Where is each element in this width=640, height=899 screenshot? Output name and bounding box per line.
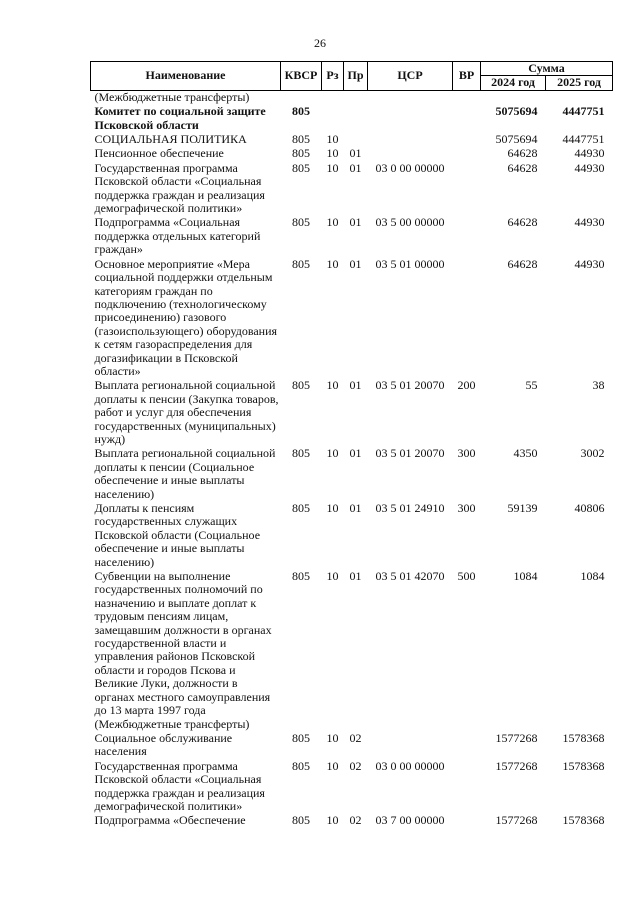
budget-table	[90, 61, 613, 829]
row-vr	[453, 760, 481, 815]
header-csr: ЦСР	[368, 62, 453, 91]
row-sum-2024: 1577268	[495, 813, 538, 828]
row-rz: 10	[326, 446, 339, 461]
row-pr	[344, 90, 368, 105]
row-sum-2024: 4350	[513, 446, 538, 461]
row-kvsr: 805	[292, 378, 310, 393]
row-name: Государственная программа Псковской области «Социальная поддержка граждан и реализация демографической политики»	[94, 160, 265, 216]
row-sum-2024	[481, 90, 546, 105]
row-sum-2024: 1084	[513, 569, 538, 584]
row-name: Подпрограмма «Социальная поддержка отдельных категорий граждан»	[94, 215, 261, 257]
table-row	[91, 90, 613, 105]
header-kvsr: КВСР	[281, 62, 322, 91]
row-name: Выплата региональной социальной доплаты к пенсии (Социальное обеспечение и иные выплаты населению)	[94, 446, 276, 501]
row-kvsr: 805	[292, 104, 310, 119]
row-rz: 10	[326, 132, 339, 147]
row-sum-2025: 1084	[580, 569, 605, 584]
header-year-2024: 2024 год	[481, 76, 546, 90]
row-rz: 10	[326, 730, 339, 745]
row-vr	[453, 105, 481, 133]
header-name: Наименование	[91, 62, 281, 91]
row-csr	[368, 147, 453, 161]
row-csr: 03 5 00 00000	[375, 215, 445, 230]
row-kvsr: 805	[292, 256, 310, 271]
row-pr: 01	[349, 446, 362, 461]
row-csr	[368, 90, 453, 105]
row-sum-2024: 1577268	[495, 758, 538, 773]
table-row	[91, 147, 613, 161]
row-vr	[453, 258, 481, 380]
row-csr	[368, 133, 453, 147]
row-sum-2025: 4447751	[562, 132, 605, 147]
row-vr	[453, 90, 481, 105]
row-vr	[453, 732, 481, 760]
row-csr: 03 7 00 00000	[375, 813, 445, 828]
table-row	[91, 105, 613, 133]
table-row	[91, 732, 613, 760]
table-row	[91, 216, 613, 257]
row-vr	[453, 814, 481, 828]
row-csr: 03 0 00 00000	[375, 758, 445, 773]
row-csr	[368, 105, 453, 133]
row-pr: 01	[349, 256, 362, 271]
row-csr: 03 5 01 24910	[375, 501, 445, 515]
row-kvsr: 805	[292, 813, 310, 828]
row-sum-2025: 38	[592, 378, 605, 393]
row-name: Субвенции на выполнение государственных полномочий по назначению и выплате доплат к трудовым пенсиям лицам, замещавшим должности в органах государственной власти и управления районов Псковской области и городов Пскова и Великие Луки, должности в органах местного самоуправления до 13 марта 1997 года (Межбюджетные трансферты)	[94, 569, 272, 731]
row-csr: 03 5 01 20070	[375, 446, 445, 461]
row-name: Выплата региональной социальной доплаты к пенсии (Закупка товаров, работ и услуг для обеспечения государственных (муниципальных) нужд)	[94, 378, 279, 446]
row-name: (Межбюджетные трансферты)	[94, 89, 250, 104]
table-row	[91, 133, 613, 147]
row-sum-2025: 1578368	[562, 730, 605, 745]
row-vr: 500	[457, 569, 476, 584]
row-name: Основное мероприятие «Мера социальной поддержки отдельным категориям граждан по подключению (технологическому присоединению) газового (газоиспользующего) оборудования к сетям газораспределения для догазификации в Псковской области»	[94, 256, 278, 378]
row-sum-2024: 59139	[507, 501, 538, 515]
row-kvsr: 805	[292, 160, 310, 175]
row-pr: 01	[349, 501, 362, 515]
row-sum-2024: 64628	[507, 215, 538, 230]
row-pr	[344, 105, 368, 133]
row-kvsr	[281, 90, 322, 105]
table-row	[91, 162, 613, 217]
row-vr	[453, 147, 481, 161]
header-vr: ВР	[453, 62, 481, 91]
table-row	[91, 570, 613, 732]
row-sum-2024: 64628	[507, 160, 538, 175]
row-kvsr: 805	[292, 501, 310, 515]
row-rz: 10	[326, 256, 339, 271]
table-body	[91, 90, 613, 828]
row-sum-2024: 5075694	[495, 132, 538, 147]
row-csr	[368, 732, 453, 760]
row-vr: 300	[457, 501, 476, 515]
table-row	[91, 447, 613, 502]
row-name: Социальное обслуживание населения	[94, 730, 233, 759]
row-kvsr: 805	[292, 146, 310, 161]
header-sum: Сумма	[481, 62, 613, 76]
table-row	[91, 502, 613, 570]
row-pr: 01	[349, 146, 362, 161]
row-sum-2024: 64628	[507, 256, 538, 271]
row-rz: 10	[326, 160, 339, 175]
row-sum-2025: 44930	[574, 215, 605, 230]
table-row	[91, 258, 613, 380]
table-row	[91, 814, 613, 828]
row-sum-2024: 64628	[507, 146, 538, 161]
row-rz: 10	[326, 215, 339, 230]
row-rz	[322, 105, 344, 133]
row-kvsr: 805	[292, 569, 310, 584]
row-kvsr: 805	[292, 132, 310, 147]
row-rz: 10	[326, 378, 339, 393]
header-year-2025: 2025 год	[546, 76, 613, 90]
row-name: Подпрограмма «Обеспечение	[94, 813, 246, 828]
row-sum-2025: 3002	[580, 446, 605, 461]
row-pr: 02	[349, 813, 362, 828]
row-pr: 01	[349, 378, 362, 393]
row-pr: 02	[349, 730, 362, 745]
row-vr	[453, 133, 481, 147]
row-name: Комитет по социальной защите Псковской области	[94, 104, 266, 132]
row-sum-2025: 40806	[574, 501, 605, 515]
row-name: Доплаты к пенсиям государственных служащих Псковской области (Социальное обеспечение и иные выплаты населению)	[94, 501, 261, 569]
header-rz: Рз	[322, 62, 344, 91]
row-rz: 10	[326, 758, 339, 773]
table-row	[91, 379, 613, 447]
row-rz: 10	[326, 569, 339, 584]
table-row	[91, 760, 613, 815]
header-pr: Пр	[344, 62, 368, 91]
row-csr: 03 5 01 20070	[375, 378, 445, 393]
row-csr: 03 0 00 00000	[375, 160, 445, 175]
row-sum-2024: 1577268	[495, 730, 538, 745]
row-csr: 03 5 01 00000	[375, 256, 445, 271]
row-pr: 01	[349, 160, 362, 175]
row-name: Государственная программа Псковской области «Социальная поддержка граждан и реализация демографической политики»	[94, 758, 265, 813]
row-csr: 03 5 01 42070	[375, 569, 445, 584]
row-kvsr: 805	[292, 446, 310, 461]
row-vr	[453, 162, 481, 217]
row-name: Пенсионное обеспечение	[94, 146, 224, 161]
row-sum-2025: 44930	[574, 160, 605, 175]
row-sum-2025: 44930	[574, 256, 605, 271]
row-rz: 10	[326, 501, 339, 515]
row-rz: 10	[326, 813, 339, 828]
row-sum-2024: 5075694	[495, 104, 538, 119]
row-vr: 200	[457, 378, 476, 393]
row-sum-2025: 1578368	[562, 758, 605, 773]
row-pr: 01	[349, 569, 362, 584]
row-sum-2024: 55	[525, 378, 538, 393]
row-pr: 02	[349, 758, 362, 773]
row-pr	[344, 133, 368, 147]
row-sum-2025	[546, 90, 613, 105]
row-kvsr: 805	[292, 730, 310, 745]
row-name: СОЦИАЛЬНАЯ ПОЛИТИКА	[94, 132, 247, 147]
page-number: 26	[314, 36, 326, 50]
row-sum-2025: 44930	[574, 146, 605, 161]
row-pr: 01	[349, 215, 362, 230]
row-sum-2025: 1578368	[562, 813, 605, 828]
row-kvsr: 805	[292, 215, 310, 230]
row-rz: 10	[326, 146, 339, 161]
row-vr	[453, 216, 481, 257]
row-rz	[322, 90, 344, 105]
row-sum-2025: 4447751	[562, 104, 605, 119]
row-kvsr: 805	[292, 758, 310, 773]
row-vr: 300	[457, 446, 476, 461]
